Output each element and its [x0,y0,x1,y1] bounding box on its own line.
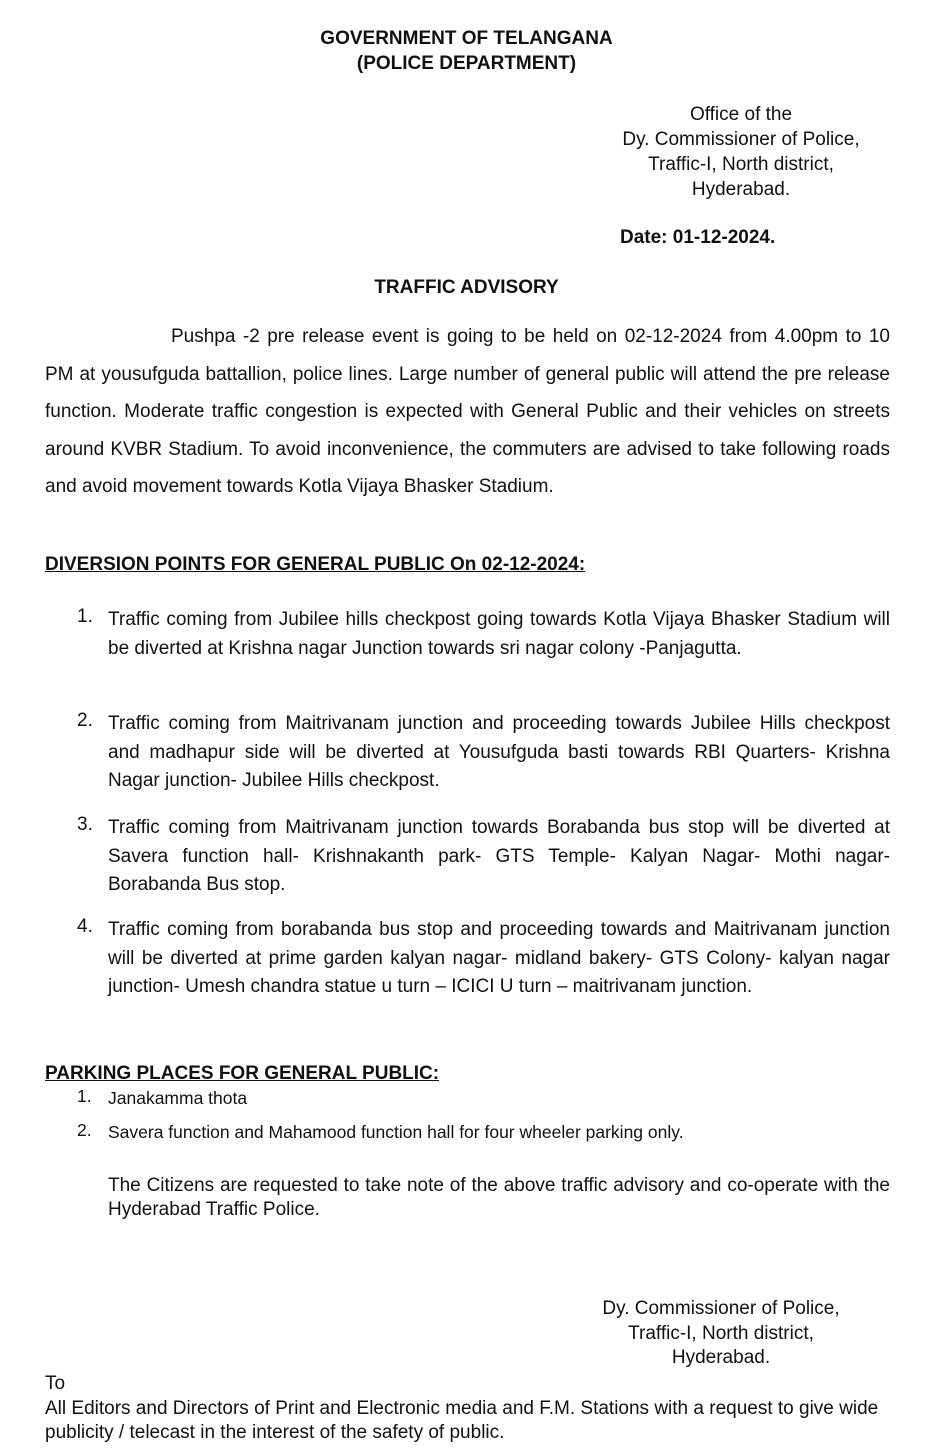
intro-paragraph: Pushpa -2 pre release event is going to be held on 02-12-2024 from 4.00pm to 10 PM at yousufguda battallion, police lines. Large number of general public will attend the pre release function. Moderate traffic congestion is expected with General Public and their vehicles on streets around KVBR Stadium. To avoid inconvenience, the commuters are advised to take following roads and avoid movement towards Kotla Vijaya Bhasker Stadium. [45,326,890,497]
list-text: Traffic coming from Jubilee hills checkpost going towards Kotla Vijaya Bhasker Stadium will be diverted at Krishna nagar Junction towards sri nagar colony -Panjagutta. [108,609,890,659]
list-number: 1. [77,606,93,627]
list-number: 2. [77,1120,92,1140]
advisory-title: TRAFFIC ADVISORY [374,277,559,298]
signature-line: Traffic-I, North district, [628,1322,814,1344]
signature-line: Hyderabad. [671,1347,771,1368]
list-text: Janakamma thota [108,1088,248,1108]
list-number: 1. [77,1086,92,1106]
parking-heading: PARKING PLACES FOR GENERAL PUBLIC: [45,1063,440,1084]
list-number: 2. [77,710,93,731]
list-text: Traffic coming from borabanda bus stop and proceeding towards and Maitrivanam junction will be diverted at prime garden kalyan nagar- midland bakery- GTS Colony- kalyan nagar junction- Umesh chandra statue u turn – ICICI U turn – maitrivanam junction. [108,919,890,997]
signature-block [561,1297,881,1371]
diversion-heading: DIVERSION POINTS FOR GENERAL PUBLIC On 02-12-2024: [45,554,586,575]
closing-paragraph: The Citizens are requested to take note of the above traffic advisory and co-operate with the Hyderabad Traffic Police. [108,1175,890,1220]
document-header-government: GOVERNMENT OF TELANGANA [320,28,613,49]
office-line: Hyderabad. [691,179,791,200]
list-text: Savera function and Mahamood function hall for four wheeler parking only. [108,1122,684,1142]
list-text: Traffic coming from Maitrivanam junction and proceeding towards Jubilee Hills checkpost and madhapur side will be diverted at Yousufguda basti towards RBI Quarters- Krishna Nagar junction- Jubilee Hills checkpost. [108,713,890,791]
recipient-block [45,1372,890,1446]
office-line: Dy. Commissioner of Police, [622,129,860,150]
office-line: Office of the [689,104,793,125]
list-text: Traffic coming from Maitrivanam junction towards Borabanda bus stop will be diverted at Savera function hall- Krishnakanth park- GTS Temple- Kalyan Nagar- Mothi nagar- Borabanda Bus stop. [108,817,890,895]
office-address-block [581,102,901,202]
document-header-department: (POLICE DEPARTMENT) [356,53,577,74]
list-number: 3. [77,814,93,835]
recipient-text: All Editors and Directors of Print and Electronic media and F.M. Stations with a request to give wide publicity / telecast in the interest of the safety of public. [45,1397,879,1443]
list-number: 4. [77,916,93,937]
recipient-label: To [45,1373,66,1394]
document-date: Date: 01-12-2024. [620,227,776,248]
signature-line: Dy. Commissioner of Police, [602,1298,840,1319]
office-line: Traffic-I, North district, [648,154,834,175]
